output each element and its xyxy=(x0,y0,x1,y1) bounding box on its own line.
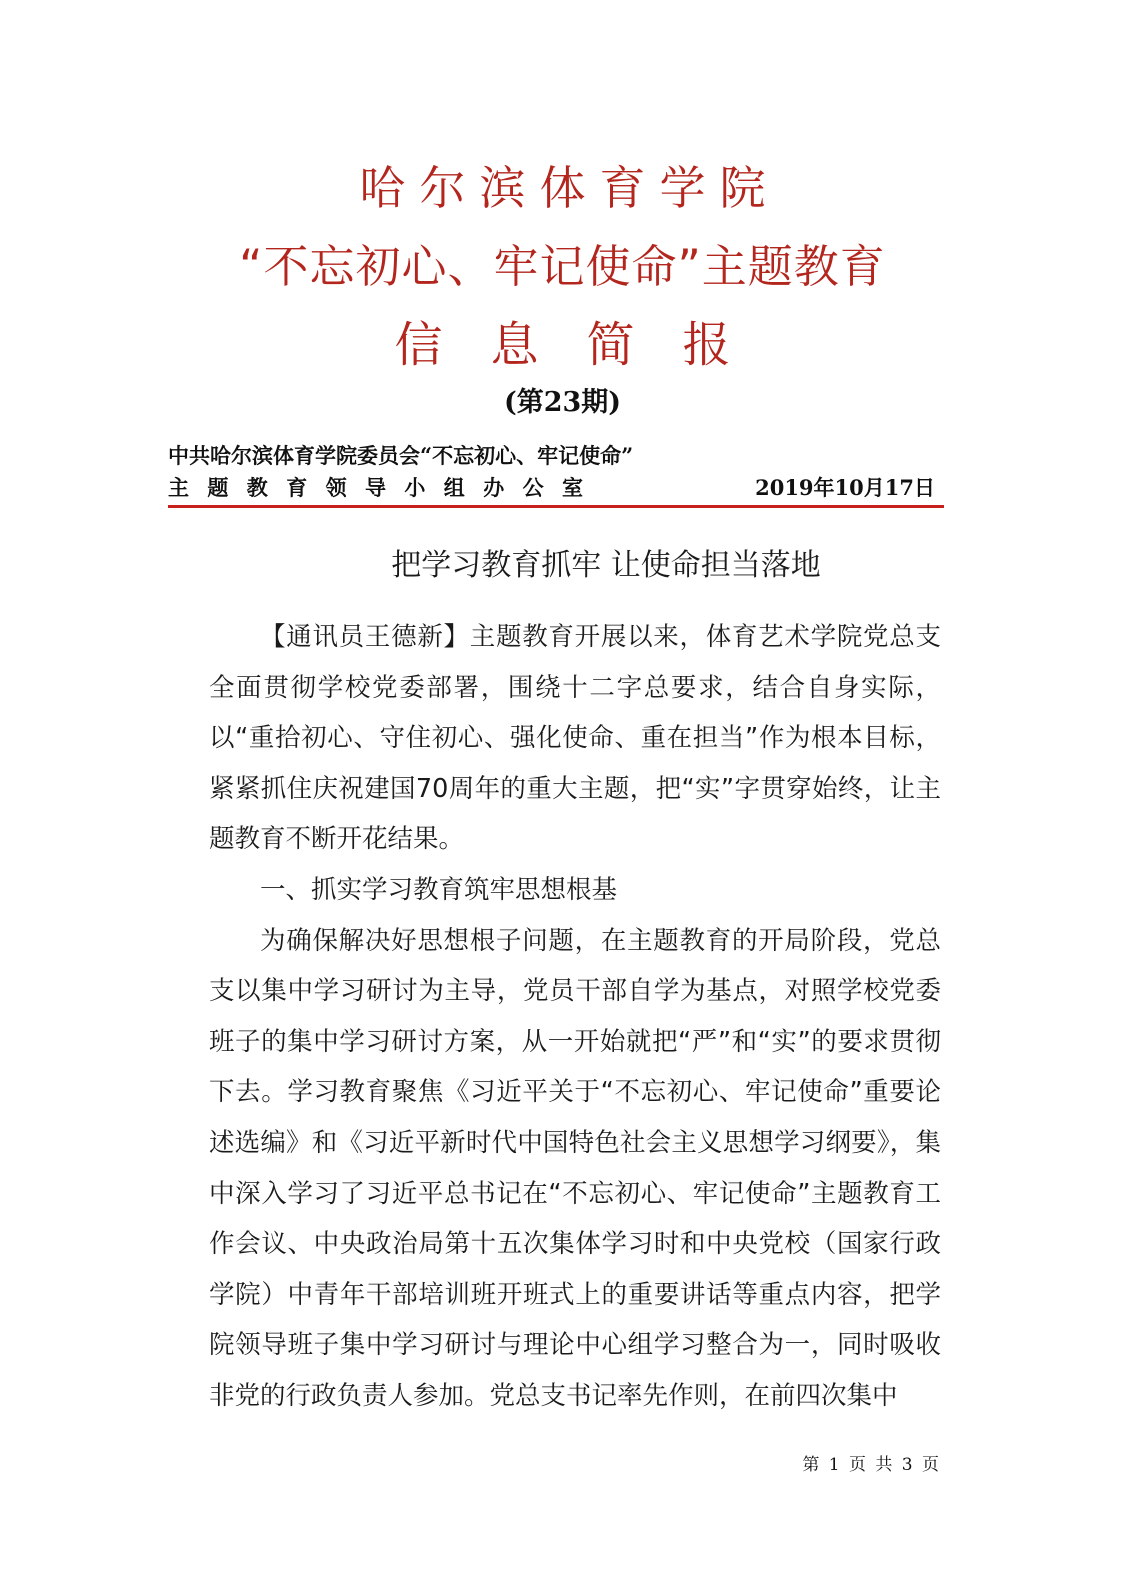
section-heading: 一、抓实学习教育筑牢思想根基 xyxy=(260,874,618,905)
issue-date: 2019年10月17日 xyxy=(755,475,935,500)
issuer-line-2: 主题教育领导小组办公室 xyxy=(168,475,602,500)
masthead-institution: 哈尔滨体育学院 xyxy=(359,161,780,215)
masthead-bulletin-title: 信息简报 xyxy=(394,317,779,373)
red-divider-rule xyxy=(168,505,944,508)
masthead-campaign: “不忘初心、牢记使命”主题教育 xyxy=(239,240,886,293)
article-paragraph: 【通讯员王德新】主题教育开展以来，体育艺术学院党总支全面贯彻学校党委部署，围绕十二字总要求，结合自身实际，以“重拾初心、守住初心、强化使命、重在担当”作为根本目标，紧紧抓住庆祝建国70周年的重大主题，把“实”字贯穿始终，让主题教育不断开花结果。 xyxy=(209,622,941,855)
page-number: 第 1 页 共 3 页 xyxy=(802,1455,941,1475)
issuer-line-1: 中共哈尔滨体育学院委员会“不忘初心、牢记使命” xyxy=(168,443,634,468)
article-paragraph: 为确保解决好思想根子问题，在主题教育的开局阶段，党总支以集中学习研讨为主导，党员干部自学为基点，对照学校党委班子的集中学习研讨方案，从一开始就把“严”和“实”的要求贯彻下去。学习教育聚焦《习近平关于“不忘初心、牢记使命”重要论述选编》和《习近平新时代中国特色社会主义思想学习纲要》，集中深入学习了习近平总书记在“不忘初心、牢记使命”主题教育工作会议、中央政治局第十五次集体学习时和中央党校（国家行政学院）中青年干部培训班开班式上的重要讲话等重点内容，把学院领导班子集中学习研讨与理论中心组学习整合为一，同时吸收非党的行政负责人参加。党总支书记率先作则，在前四次集中 xyxy=(209,925,941,1411)
issue-number: (第23期) xyxy=(503,387,622,418)
article-body xyxy=(209,612,941,1422)
article-title: 把学习教育抓牢 让使命担当落地 xyxy=(391,548,821,583)
